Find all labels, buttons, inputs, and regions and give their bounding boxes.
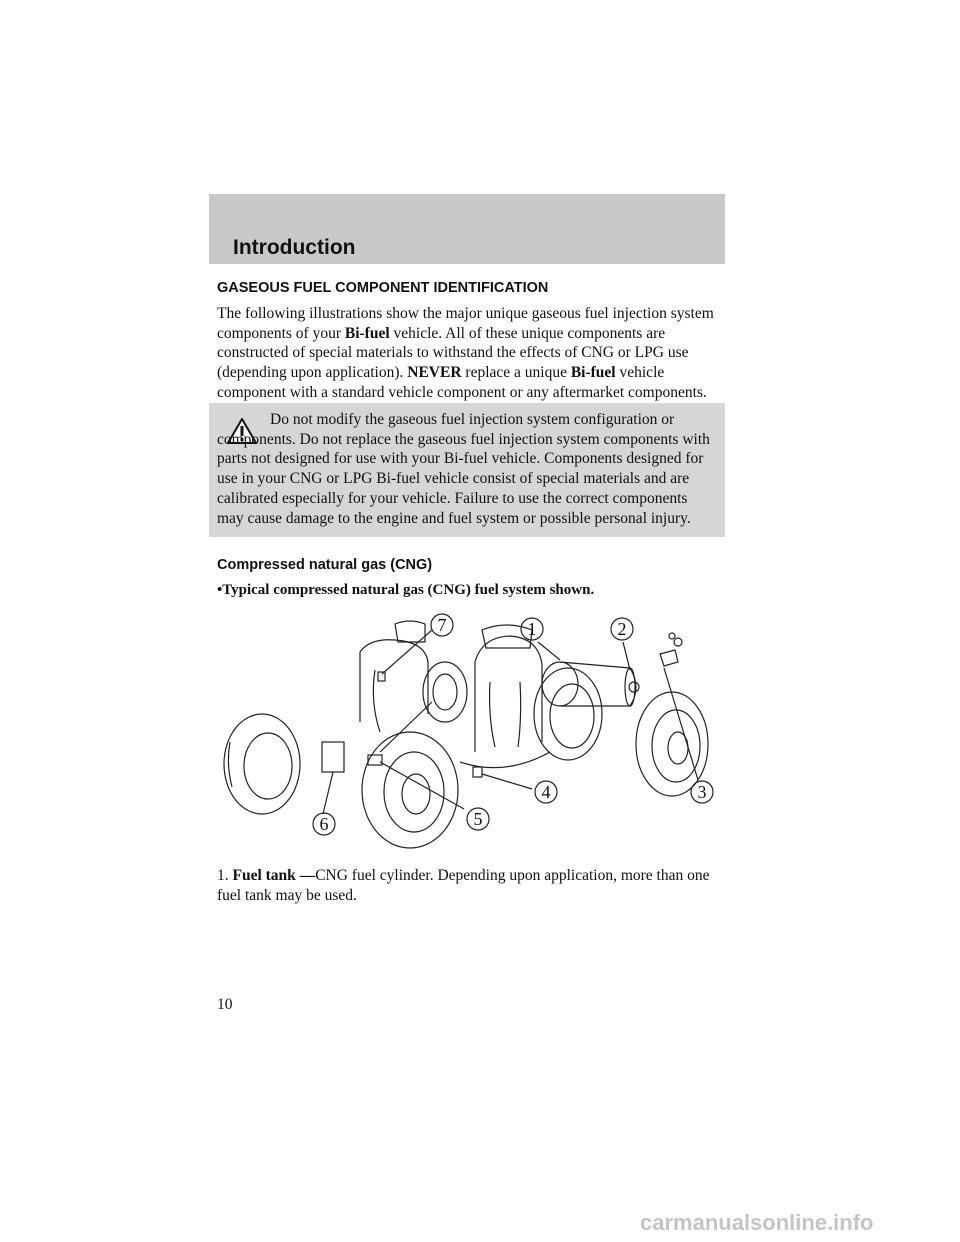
item-1-fuel-tank	[217, 866, 727, 905]
watermark: carmanualsonline.info	[640, 1210, 874, 1235]
leader-line-6	[323, 772, 333, 814]
callout-5: 5	[473, 809, 483, 829]
leader-line-2	[623, 642, 630, 670]
cng-heading: Compressed natural gas (CNG)	[217, 557, 433, 573]
page-title: Introduction	[233, 236, 356, 259]
warning-text-block	[217, 410, 717, 528]
leader-line-4	[482, 774, 532, 789]
switch-illustration	[378, 672, 385, 681]
callout-7: 7	[437, 615, 447, 635]
fuel-module-illustration	[322, 742, 344, 772]
leader-line-5	[380, 762, 464, 809]
intro-text-3: replace a unique	[461, 364, 571, 382]
spare-wheel-illustration	[224, 714, 300, 814]
steering-wheel-illustration	[380, 662, 467, 752]
intro-text-2: vehicle. All of these unique components are constructed of special materials to withstand the effects of CNG or LPG use (depending upon application).	[217, 324, 689, 382]
cng-fuel-system-diagram	[220, 602, 740, 852]
intro-paragraph	[217, 304, 727, 403]
intro-bold-never: NEVER	[407, 364, 462, 382]
front-wheel-illustration	[362, 732, 458, 848]
callout-2: 2	[617, 619, 627, 639]
warning-text: Do not modify the gaseous fuel injection system configuration or components. Do not replace the gaseous fuel injection system components with parts not designed for use with your Bi-fuel vehicle. Components designed for use in your CNG or LPG Bi-fuel vehicle consist of special materials and are calibrated especially for your vehicle. Failure to use the correct components may cause damage to the engine and fuel system or possible personal injury.	[217, 411, 710, 527]
page-number: 10	[217, 996, 233, 1013]
bullet-typical-system: •Typical compressed natural gas (CNG) fuel system shown.	[217, 582, 595, 598]
callout-3: 3	[697, 782, 707, 802]
rear-wheel-left-illustration	[534, 668, 602, 760]
item-1-number: 1.	[217, 867, 233, 884]
intro-bold-bifuel-1: Bi-fuel	[344, 324, 390, 342]
item-1-label: Fuel tank —	[232, 867, 316, 884]
intro-bold-bifuel-2: Bi-fuel	[570, 364, 616, 382]
item-1-text: CNG fuel cylinder. Depending upon application, more than one fuel tank may be used.	[217, 867, 710, 904]
section-heading: GASEOUS FUEL COMPONENT IDENTIFICATION	[217, 280, 549, 296]
callout-4: 4	[541, 782, 551, 802]
leader-line-1	[538, 642, 560, 660]
callout-6: 6	[319, 814, 329, 834]
intro-text-4: vehicle component with a standard vehicle component or any aftermarket components.	[217, 364, 707, 401]
intro-text-1: The following illustrations show the major unique gaseous fuel injection system components of your	[217, 305, 714, 342]
fill-valve-illustration	[660, 650, 678, 666]
sensor-illustration	[473, 767, 482, 777]
callout-1: 1	[527, 619, 537, 639]
rear-wheel-right-illustration	[636, 692, 708, 796]
